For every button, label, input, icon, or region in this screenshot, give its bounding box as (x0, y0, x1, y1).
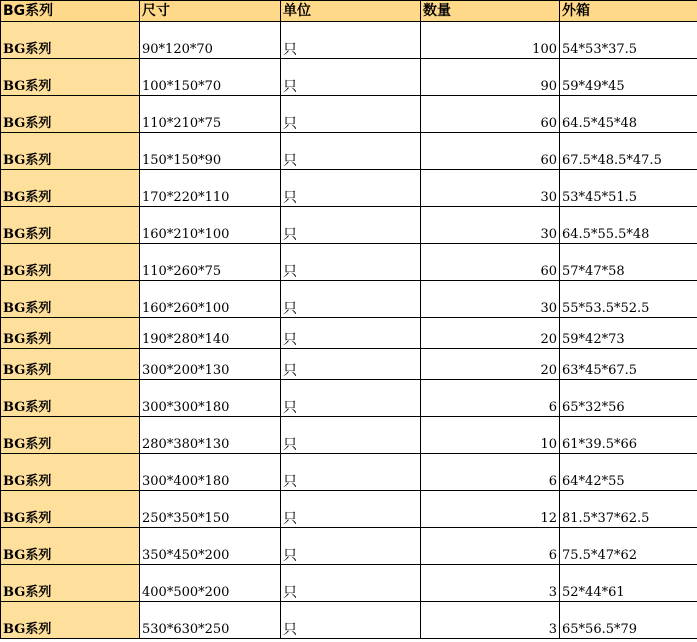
series-cell[interactable]: BG系列 (1, 133, 140, 170)
quantity-cell[interactable]: 3 (421, 602, 560, 639)
carton-cell[interactable]: 64.5*55.5*48 (560, 207, 697, 244)
unit-cell[interactable]: 只 (281, 133, 421, 170)
size-cell[interactable]: 160*260*100 (140, 281, 281, 318)
size-cell[interactable]: 160*210*100 (140, 207, 281, 244)
size-cell[interactable]: 300*400*180 (140, 454, 281, 491)
carton-cell[interactable]: 65*56.5*79 (560, 602, 697, 639)
carton-cell[interactable]: 53*45*51.5 (560, 170, 697, 207)
series-cell[interactable]: BG系列 (1, 602, 140, 639)
unit-cell[interactable]: 只 (281, 349, 421, 380)
table-row (1, 59, 697, 96)
table-row (1, 133, 697, 170)
carton-cell[interactable]: 65*32*56 (560, 380, 697, 417)
header-carton[interactable]: 外箱 (560, 1, 697, 22)
carton-cell[interactable]: 55*53.5*52.5 (560, 281, 697, 318)
header-size[interactable]: 尺寸 (140, 1, 281, 22)
size-cell[interactable]: 150*150*90 (140, 133, 281, 170)
unit-cell[interactable]: 只 (281, 22, 421, 59)
series-cell[interactable]: BG系列 (1, 281, 140, 318)
quantity-cell[interactable]: 60 (421, 244, 560, 281)
quantity-cell[interactable]: 20 (421, 349, 560, 380)
unit-cell[interactable]: 只 (281, 59, 421, 96)
series-cell[interactable]: BG系列 (1, 349, 140, 380)
unit-cell[interactable]: 只 (281, 491, 421, 528)
quantity-cell[interactable]: 3 (421, 565, 560, 602)
carton-cell[interactable]: 67.5*48.5*47.5 (560, 133, 697, 170)
quantity-cell[interactable]: 30 (421, 170, 560, 207)
table-row (1, 96, 697, 133)
table-row (1, 349, 697, 380)
series-cell[interactable]: BG系列 (1, 207, 140, 244)
series-cell[interactable]: BG系列 (1, 565, 140, 602)
carton-cell[interactable]: 64.5*45*48 (560, 96, 697, 133)
unit-cell[interactable]: 只 (281, 281, 421, 318)
table-body (1, 22, 697, 639)
unit-cell[interactable]: 只 (281, 417, 421, 454)
size-cell[interactable]: 170*220*110 (140, 170, 281, 207)
carton-cell[interactable]: 64*42*55 (560, 454, 697, 491)
quantity-cell[interactable]: 60 (421, 133, 560, 170)
table-row (1, 244, 697, 281)
quantity-cell[interactable]: 12 (421, 491, 560, 528)
quantity-cell[interactable]: 6 (421, 528, 560, 565)
series-cell[interactable]: BG系列 (1, 96, 140, 133)
carton-cell[interactable]: 59*42*73 (560, 318, 697, 349)
unit-cell[interactable]: 只 (281, 170, 421, 207)
quantity-cell[interactable]: 30 (421, 281, 560, 318)
table-row (1, 318, 697, 349)
carton-cell[interactable]: 61*39.5*66 (560, 417, 697, 454)
table-row (1, 170, 697, 207)
quantity-cell[interactable]: 30 (421, 207, 560, 244)
size-cell[interactable]: 280*380*130 (140, 417, 281, 454)
table-row (1, 454, 697, 491)
header-series[interactable]: BG系列 (1, 1, 140, 22)
unit-cell[interactable]: 只 (281, 565, 421, 602)
series-cell[interactable]: BG系列 (1, 22, 140, 59)
size-cell[interactable]: 300*200*130 (140, 349, 281, 380)
unit-cell[interactable]: 只 (281, 602, 421, 639)
size-cell[interactable]: 400*500*200 (140, 565, 281, 602)
carton-cell[interactable]: 54*53*37.5 (560, 22, 697, 59)
size-cell[interactable]: 100*150*70 (140, 59, 281, 96)
unit-cell[interactable]: 只 (281, 528, 421, 565)
quantity-cell[interactable]: 20 (421, 318, 560, 349)
series-cell[interactable]: BG系列 (1, 170, 140, 207)
series-cell[interactable]: BG系列 (1, 318, 140, 349)
unit-cell[interactable]: 只 (281, 454, 421, 491)
size-cell[interactable]: 110*210*75 (140, 96, 281, 133)
table-row (1, 528, 697, 565)
header-unit[interactable]: 单位 (281, 1, 421, 22)
table-row (1, 207, 697, 244)
table-row (1, 602, 697, 639)
carton-cell[interactable]: 59*49*45 (560, 59, 697, 96)
unit-cell[interactable]: 只 (281, 207, 421, 244)
size-cell[interactable]: 90*120*70 (140, 22, 281, 59)
series-cell[interactable]: BG系列 (1, 380, 140, 417)
quantity-cell[interactable]: 6 (421, 454, 560, 491)
unit-cell[interactable]: 只 (281, 244, 421, 281)
unit-cell[interactable]: 只 (281, 96, 421, 133)
series-cell[interactable]: BG系列 (1, 417, 140, 454)
table-row (1, 417, 697, 454)
series-cell[interactable]: BG系列 (1, 528, 140, 565)
carton-cell[interactable]: 57*47*58 (560, 244, 697, 281)
series-cell[interactable]: BG系列 (1, 491, 140, 528)
unit-cell[interactable]: 只 (281, 380, 421, 417)
table-row (1, 281, 697, 318)
size-cell[interactable]: 250*350*150 (140, 491, 281, 528)
size-cell[interactable]: 350*450*200 (140, 528, 281, 565)
series-cell[interactable]: BG系列 (1, 454, 140, 491)
carton-cell[interactable]: 81.5*37*62.5 (560, 491, 697, 528)
unit-cell[interactable]: 只 (281, 318, 421, 349)
series-cell[interactable]: BG系列 (1, 59, 140, 96)
carton-cell[interactable]: 52*44*61 (560, 565, 697, 602)
quantity-cell[interactable]: 10 (421, 417, 560, 454)
carton-cell[interactable]: 75.5*47*62 (560, 528, 697, 565)
quantity-cell[interactable]: 60 (421, 96, 560, 133)
quantity-cell[interactable]: 100 (421, 22, 560, 59)
series-cell[interactable]: BG系列 (1, 244, 140, 281)
table-row (1, 565, 697, 602)
size-cell[interactable]: 530*630*250 (140, 602, 281, 639)
quantity-cell[interactable]: 90 (421, 59, 560, 96)
carton-cell[interactable]: 63*45*67.5 (560, 349, 697, 380)
table-row (1, 380, 697, 417)
header-row (1, 1, 697, 22)
size-cell[interactable]: 300*300*180 (140, 380, 281, 417)
header-quantity[interactable]: 数量 (421, 1, 560, 22)
size-cell[interactable]: 110*260*75 (140, 244, 281, 281)
table-row (1, 22, 697, 59)
table-row (1, 491, 697, 528)
size-cell[interactable]: 190*280*140 (140, 318, 281, 349)
quantity-cell[interactable]: 6 (421, 380, 560, 417)
